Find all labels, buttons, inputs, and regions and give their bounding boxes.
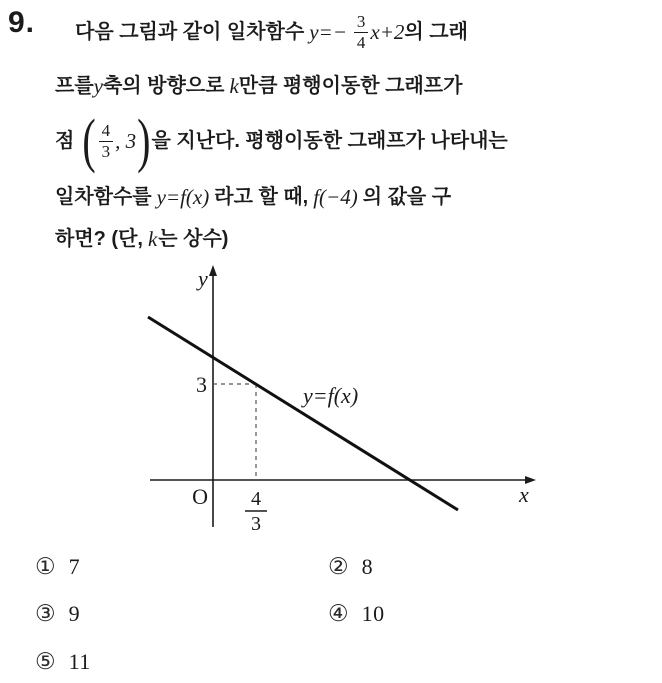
choice-2-marker: ②: [328, 554, 349, 579]
origin-label: O: [192, 484, 208, 509]
question-line-5: [55, 220, 657, 258]
line1-math-lead: y=−: [309, 19, 347, 44]
line2-mid: 축의 방향으로: [102, 75, 225, 97]
choice-4-marker: ④: [328, 601, 349, 626]
right-paren: ): [137, 106, 151, 174]
fraction-four-thirds: $\frac{4}{3}$: [99, 121, 114, 161]
line3-comma-three: , 3: [115, 128, 137, 153]
line4-text: 일차함수를: [55, 186, 152, 208]
left-paren: (: [82, 106, 96, 174]
svg-text:4: 4: [251, 488, 261, 510]
line1-text: 다음 그림과 같이 일차함수: [75, 21, 305, 43]
choice-2[interactable]: [328, 554, 373, 580]
line3-suffix: 을 지난다. 평행이동한 그래프가 나타내는: [151, 130, 508, 152]
line5-math-k: k: [147, 226, 158, 251]
line4-math-fx: y=f(x): [156, 184, 210, 209]
y-axis-arrow-icon: [209, 265, 217, 276]
line4-suffix: 의 값을 구: [362, 186, 452, 208]
line2-suffix: 만큼 평행이동한 그래프가: [238, 75, 463, 97]
function-label: y=f(x): [303, 383, 359, 408]
line1-math-tail: x+2: [370, 19, 405, 44]
choice-3-marker: ③: [35, 601, 56, 626]
svg-text:3: 3: [251, 513, 261, 535]
question-number: 9.: [8, 6, 36, 39]
choice-5-marker: ⑤: [35, 649, 56, 674]
line2-text: 프를: [55, 75, 94, 97]
line4-mid: 라고 할 때,: [214, 186, 309, 208]
choice-1[interactable]: [35, 554, 80, 580]
line5-suffix: 는 상수): [158, 228, 229, 250]
line2-math-k: k: [229, 73, 239, 98]
x-axis-label: x: [519, 482, 529, 507]
choice-1-value: 7: [68, 554, 81, 579]
choice-3-value: 9: [68, 601, 81, 626]
choice-3[interactable]: [35, 601, 80, 627]
line1-suffix: 의 그래: [404, 21, 468, 43]
question-text: [55, 0, 657, 258]
function-graph: [128, 262, 548, 540]
choice-1-marker: ①: [35, 554, 56, 579]
x-tick-fraction: [245, 488, 267, 535]
question-line-2: [55, 64, 657, 108]
choice-5-value: 11: [68, 649, 91, 674]
line4-math-f4: f(−4): [313, 184, 358, 209]
choice-4[interactable]: [328, 601, 385, 627]
line5-text: 하면? (단,: [55, 228, 143, 250]
fraction-three-fourths: $\frac{3}{4}$: [354, 12, 369, 52]
line3-text: 점: [55, 130, 75, 152]
line2-math-y: y: [93, 73, 103, 98]
question-line-1: [55, 0, 657, 64]
question-line-4: [55, 174, 657, 220]
y-axis-label: y: [198, 266, 208, 291]
choice-2-value: 8: [361, 554, 374, 579]
y-tick-label: 3: [196, 372, 207, 397]
choice-4-value: 10: [361, 601, 385, 626]
choice-5[interactable]: [35, 649, 91, 675]
question-line-3: [55, 108, 657, 174]
function-line: [148, 317, 458, 510]
